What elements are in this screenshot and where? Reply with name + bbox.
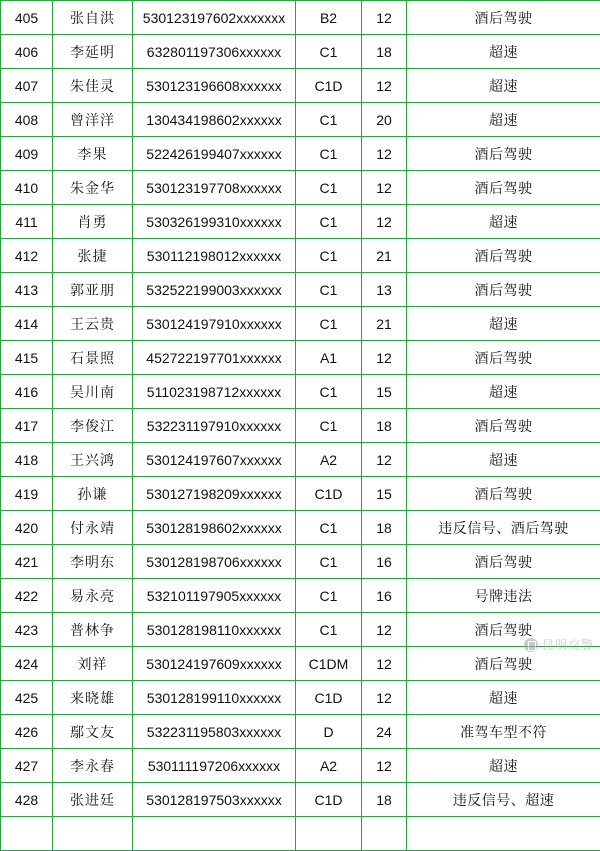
cell-name: 王云贵 <box>53 307 133 341</box>
cell-license-id: 530128197503xxxxxx <box>133 783 296 817</box>
cell-name: 李俊江 <box>53 409 133 443</box>
cell-name: 朱佳灵 <box>53 69 133 103</box>
cell-points: 12 <box>362 137 407 171</box>
cell-no: 407 <box>1 69 53 103</box>
cell-violation: 酒后驾驶 <box>407 477 600 511</box>
cell-no <box>1 817 53 851</box>
table-row <box>1 35 600 69</box>
cell-vehicle-type: B2 <box>296 1 362 35</box>
cell-license-id: 530123196608xxxxxx <box>133 69 296 103</box>
cell-violation <box>407 817 600 851</box>
cell-violation: 超速 <box>407 681 600 715</box>
table-row <box>1 239 600 273</box>
cell-no: 412 <box>1 239 53 273</box>
cell-vehicle-type: C1D <box>296 69 362 103</box>
cell-name: 普林争 <box>53 613 133 647</box>
cell-license-id: 532522199003xxxxxx <box>133 273 296 307</box>
cell-violation: 准驾车型不符 <box>407 715 600 749</box>
table-row <box>1 171 600 205</box>
cell-points: 18 <box>362 35 407 69</box>
cell-no: 418 <box>1 443 53 477</box>
cell-points: 13 <box>362 273 407 307</box>
table-row <box>1 545 600 579</box>
cell-no: 415 <box>1 341 53 375</box>
table-row <box>1 613 600 647</box>
cell-points <box>362 817 407 851</box>
cell-points: 12 <box>362 647 407 681</box>
cell-vehicle-type: A2 <box>296 443 362 477</box>
table-row <box>1 1 600 35</box>
table-row <box>1 511 600 545</box>
table-row <box>1 647 600 681</box>
cell-points: 12 <box>362 1 407 35</box>
table-row <box>1 103 600 137</box>
cell-violation: 超速 <box>407 749 600 783</box>
cell-name: 刘祥 <box>53 647 133 681</box>
cell-name: 孙谦 <box>53 477 133 511</box>
cell-violation: 酒后驾驶 <box>407 1 600 35</box>
cell-license-id: 530124197607xxxxxx <box>133 443 296 477</box>
table-row-partial <box>1 817 600 851</box>
cell-no: 405 <box>1 1 53 35</box>
table-row <box>1 341 600 375</box>
cell-name: 李延明 <box>53 35 133 69</box>
cell-license-id <box>133 817 296 851</box>
cell-license-id: 530128198110xxxxxx <box>133 613 296 647</box>
cell-name: 朱金华 <box>53 171 133 205</box>
cell-name: 石景照 <box>53 341 133 375</box>
cell-license-id: 452722197701xxxxxx <box>133 341 296 375</box>
cell-license-id: 530128198706xxxxxx <box>133 545 296 579</box>
table-row <box>1 273 600 307</box>
cell-name: 张捷 <box>53 239 133 273</box>
cell-violation: 酒后驾驶 <box>407 545 600 579</box>
table-row <box>1 715 600 749</box>
table-row <box>1 579 600 613</box>
table-row <box>1 681 600 715</box>
cell-points: 18 <box>362 511 407 545</box>
table-row <box>1 783 600 817</box>
cell-vehicle-type: C1 <box>296 273 362 307</box>
cell-points: 12 <box>362 681 407 715</box>
cell-no: 409 <box>1 137 53 171</box>
cell-no: 419 <box>1 477 53 511</box>
table-row <box>1 69 600 103</box>
cell-license-id: 130434198602xxxxxx <box>133 103 296 137</box>
cell-points: 12 <box>362 613 407 647</box>
watermark-label: 昆明交警 <box>542 636 594 653</box>
table-row <box>1 307 600 341</box>
cell-license-id: 532231197910xxxxxx <box>133 409 296 443</box>
cell-violation: 酒后驾驶 <box>407 273 600 307</box>
cell-name: 张自洪 <box>53 1 133 35</box>
cell-vehicle-type: C1 <box>296 239 362 273</box>
cell-violation: 酒后驾驶 <box>407 409 600 443</box>
cell-points: 21 <box>362 239 407 273</box>
cell-name: 王兴鸿 <box>53 443 133 477</box>
cell-vehicle-type: C1 <box>296 137 362 171</box>
cell-violation: 酒后驾驶 <box>407 171 600 205</box>
cell-name: 来晓雄 <box>53 681 133 715</box>
cell-points: 12 <box>362 171 407 205</box>
cell-violation: 号牌违法 <box>407 579 600 613</box>
cell-name: 张进廷 <box>53 783 133 817</box>
cell-license-id: 530124197609xxxxxx <box>133 647 296 681</box>
cell-violation: 超速 <box>407 205 600 239</box>
cell-violation: 超速 <box>407 375 600 409</box>
cell-vehicle-type: C1 <box>296 103 362 137</box>
cell-name: 肖勇 <box>53 205 133 239</box>
cell-no: 413 <box>1 273 53 307</box>
cell-license-id: 530123197602xxxxxxx <box>133 1 296 35</box>
cell-no: 424 <box>1 647 53 681</box>
cell-license-id: 530111197206xxxxxx <box>133 749 296 783</box>
cell-name: 付永靖 <box>53 511 133 545</box>
cell-vehicle-type <box>296 817 362 851</box>
cell-name: 李果 <box>53 137 133 171</box>
table-body <box>1 1 600 851</box>
cell-no: 427 <box>1 749 53 783</box>
cell-no: 425 <box>1 681 53 715</box>
cell-vehicle-type: C1 <box>296 205 362 239</box>
cell-vehicle-type: C1 <box>296 511 362 545</box>
cell-violation: 超速 <box>407 307 600 341</box>
cell-points: 15 <box>362 477 407 511</box>
cell-vehicle-type: C1D <box>296 477 362 511</box>
cell-vehicle-type: C1 <box>296 35 362 69</box>
cell-vehicle-type: A2 <box>296 749 362 783</box>
cell-points: 20 <box>362 103 407 137</box>
cell-name: 鄢文友 <box>53 715 133 749</box>
cell-points: 12 <box>362 443 407 477</box>
table-row <box>1 205 600 239</box>
cell-points: 12 <box>362 341 407 375</box>
cell-violation: 酒后驾驶 <box>407 613 600 647</box>
cell-vehicle-type: A1 <box>296 341 362 375</box>
cell-no: 428 <box>1 783 53 817</box>
cell-license-id: 511023198712xxxxxx <box>133 375 296 409</box>
table-row <box>1 443 600 477</box>
cell-no: 416 <box>1 375 53 409</box>
table-row <box>1 137 600 171</box>
cell-license-id: 532101197905xxxxxx <box>133 579 296 613</box>
cell-vehicle-type: C1 <box>296 579 362 613</box>
cell-vehicle-type: C1 <box>296 375 362 409</box>
cell-vehicle-type: C1 <box>296 613 362 647</box>
cell-vehicle-type: C1 <box>296 171 362 205</box>
table-row <box>1 409 600 443</box>
cell-violation: 酒后驾驶 <box>407 647 600 681</box>
cell-violation: 超速 <box>407 443 600 477</box>
cell-no: 422 <box>1 579 53 613</box>
cell-vehicle-type: C1 <box>296 545 362 579</box>
cell-violation: 超速 <box>407 35 600 69</box>
cell-name <box>53 817 133 851</box>
cell-no: 417 <box>1 409 53 443</box>
cell-license-id: 532231195803xxxxxx <box>133 715 296 749</box>
cell-name: 易永亮 <box>53 579 133 613</box>
cell-violation: 酒后驾驶 <box>407 341 600 375</box>
cell-vehicle-type: C1D <box>296 783 362 817</box>
cell-vehicle-type: C1DM <box>296 647 362 681</box>
cell-points: 18 <box>362 409 407 443</box>
cell-no: 411 <box>1 205 53 239</box>
cell-license-id: 530112198012xxxxxx <box>133 239 296 273</box>
table-row <box>1 749 600 783</box>
cell-points: 12 <box>362 749 407 783</box>
cell-points: 16 <box>362 579 407 613</box>
cell-license-id: 530128199110xxxxxx <box>133 681 296 715</box>
cell-no: 408 <box>1 103 53 137</box>
cell-vehicle-type: C1 <box>296 409 362 443</box>
cell-license-id: 530124197910xxxxxx <box>133 307 296 341</box>
cell-violation: 超速 <box>407 69 600 103</box>
cell-points: 15 <box>362 375 407 409</box>
cell-vehicle-type: C1 <box>296 307 362 341</box>
cell-no: 420 <box>1 511 53 545</box>
cell-points: 12 <box>362 205 407 239</box>
cell-name: 吴川南 <box>53 375 133 409</box>
cell-license-id: 530123197708xxxxxx <box>133 171 296 205</box>
table-row <box>1 477 600 511</box>
cell-no: 426 <box>1 715 53 749</box>
cell-license-id: 530128198602xxxxxx <box>133 511 296 545</box>
cell-violation: 酒后驾驶 <box>407 137 600 171</box>
cell-name: 李明东 <box>53 545 133 579</box>
cell-vehicle-type: C1D <box>296 681 362 715</box>
cell-license-id: 530326199310xxxxxx <box>133 205 296 239</box>
cell-name: 李永春 <box>53 749 133 783</box>
cell-license-id: 530127198209xxxxxx <box>133 477 296 511</box>
cell-points: 12 <box>362 69 407 103</box>
cell-no: 423 <box>1 613 53 647</box>
cell-name: 曾洋洋 <box>53 103 133 137</box>
cell-points: 24 <box>362 715 407 749</box>
cell-points: 18 <box>362 783 407 817</box>
cell-no: 414 <box>1 307 53 341</box>
cell-no: 421 <box>1 545 53 579</box>
cell-violation: 超速 <box>407 103 600 137</box>
cell-license-id: 522426199407xxxxxx <box>133 137 296 171</box>
cell-points: 21 <box>362 307 407 341</box>
cell-name: 郭亚朋 <box>53 273 133 307</box>
cell-violation: 违反信号、超速 <box>407 783 600 817</box>
cell-no: 410 <box>1 171 53 205</box>
cell-vehicle-type: D <box>296 715 362 749</box>
cell-no: 406 <box>1 35 53 69</box>
cell-points: 16 <box>362 545 407 579</box>
cell-violation: 酒后驾驶 <box>407 239 600 273</box>
cell-violation: 违反信号、酒后驾驶 <box>407 511 600 545</box>
table-row <box>1 375 600 409</box>
cell-license-id: 632801197306xxxxxx <box>133 35 296 69</box>
